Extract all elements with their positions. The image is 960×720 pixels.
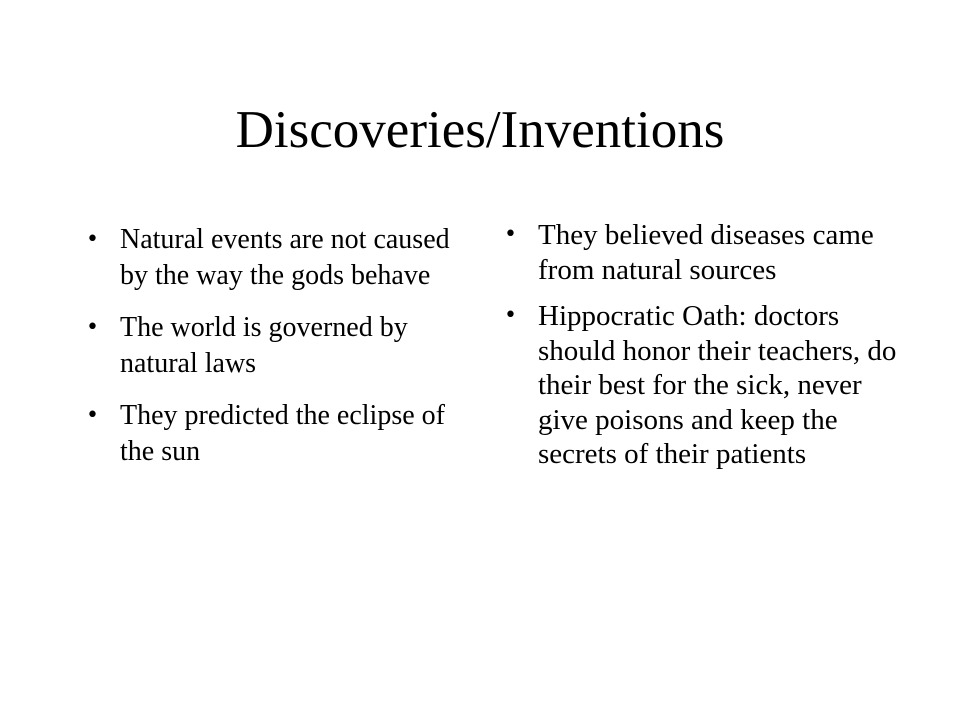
list-item [82,222,462,294]
list-item [82,398,462,470]
list-item-text: Hippocratic Oath: doctors should honor their teachers, do their best for the sick, never give poisons and keep the secrets of their patients [538,300,897,470]
list-item [500,218,900,287]
right-bullet-list [500,218,900,484]
bullet-icon: • [504,222,517,247]
list-item-text: The world is governed by natural laws [120,312,408,379]
bullet-icon: • [504,303,517,328]
bullet-icon: • [86,315,99,340]
slide-title: Discoveries/Inventions [235,101,725,159]
bullet-icon: • [86,227,99,252]
list-item-text: They believed diseases came from natural sources [538,219,874,286]
list-item [82,310,462,382]
list-item-text: They predicted the eclipse of the sun [120,400,445,467]
list-item [500,299,900,472]
list-item-text: Natural events are not caused by the way the gods behave [120,224,450,291]
left-bullet-list [82,222,462,486]
bullet-icon: • [86,403,99,428]
